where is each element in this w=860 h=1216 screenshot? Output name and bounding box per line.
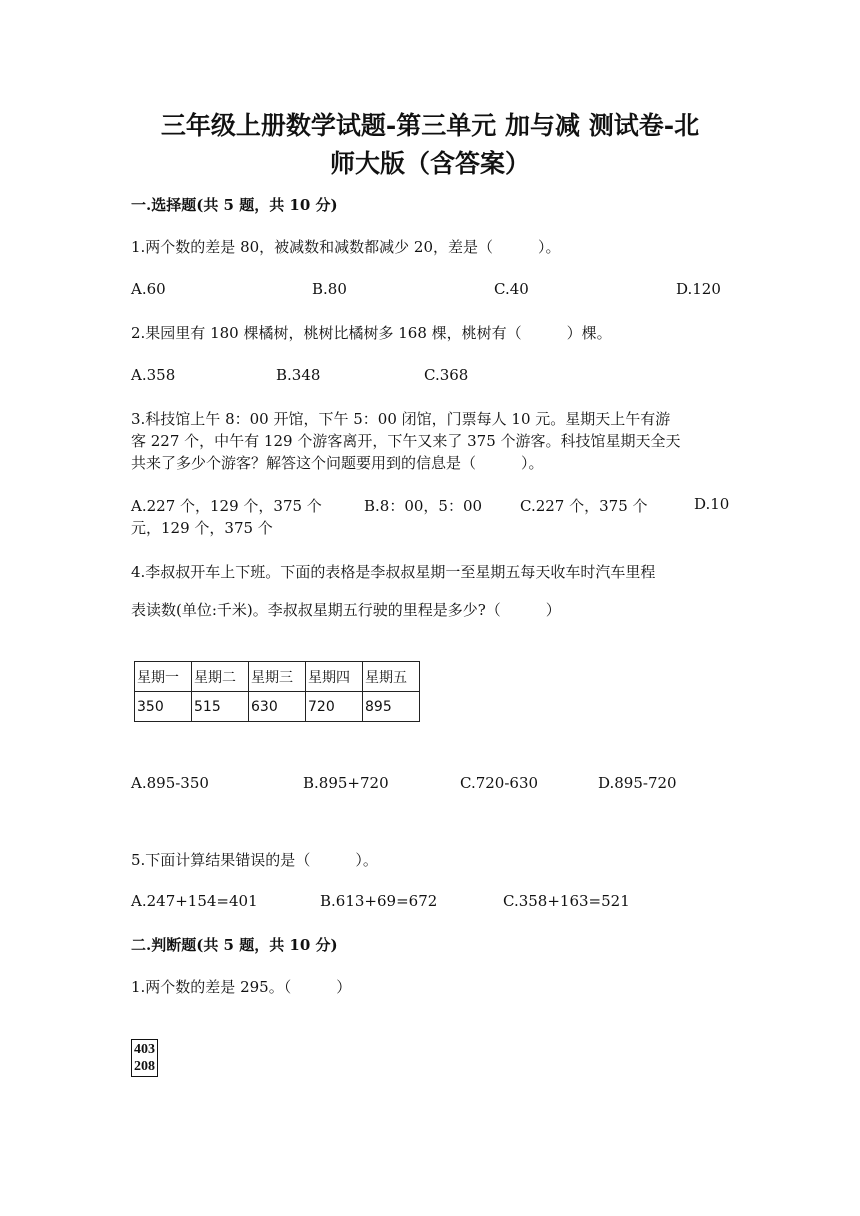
table-header-cell: 星期五	[363, 662, 420, 692]
document-title-line2: 师大版（含答案）	[329, 149, 530, 178]
q3-option-c: C.227 个，375 个	[520, 497, 648, 515]
table-header-cell: 星期三	[249, 662, 306, 692]
question-5-text: 5.下面计算结果错误的是（ ）。	[131, 851, 378, 869]
table-cell: 515	[192, 692, 249, 722]
q4-option-c: C.720-630	[460, 774, 539, 792]
q1-option-d: D.120	[676, 280, 721, 298]
question-4-line-1: 4.李叔叔开车上下班。下面的表格是李叔叔星期一至星期五每天收车时汽车里程	[131, 563, 656, 581]
table-cell: 895	[363, 692, 420, 722]
number-box-image	[131, 1039, 158, 1077]
question-3-line-2: 客 227 个，中午有 129 个游客离开，下午又来了 375 个游客。科技馆星期天全天	[131, 432, 681, 450]
table-cell: 350	[135, 692, 192, 722]
judgment-1-text: 1.两个数的差是 295。（ ）	[131, 978, 352, 996]
section-heading-judgment: 二.判断题(共 5 题，共 10 分)	[131, 936, 338, 954]
q4-option-b: B.895+720	[303, 774, 389, 792]
table-cell: 720	[306, 692, 363, 722]
q4-option-a: A.895-350	[131, 774, 209, 792]
q2-option-a: A.358	[131, 366, 176, 384]
q1-option-a: A.60	[131, 280, 166, 298]
q2-option-c: C.368	[424, 366, 469, 384]
q5-option-b: B.613+69=672	[320, 892, 438, 910]
q3-option-b: B.8：00，5：00	[364, 497, 483, 515]
q3-option-d-continued: 元，129 个，375 个	[131, 519, 273, 537]
section-heading-choice: 一.选择题(共 5 题，共 10 分)	[131, 196, 338, 214]
question-3-line-1: 3.科技馆上午 8：00 开馆，下午 5：00 闭馆，门票每人 10 元。星期天上午有游	[131, 410, 671, 428]
question-2-text: 2.果园里有 180 棵橘树，桃树比橘树多 168 棵，桃树有（ ）棵。	[131, 324, 612, 342]
table-header-cell: 星期二	[192, 662, 249, 692]
question-4-line-2: 表读数(单位:千米)。李叔叔星期五行驶的里程是多少?（ ）	[131, 601, 561, 619]
box-number-bottom: 208	[134, 1059, 155, 1074]
box-number-top: 403	[134, 1042, 155, 1057]
odometer-table	[134, 661, 420, 722]
q2-option-b: B.348	[276, 366, 321, 384]
table-cell: 630	[249, 692, 306, 722]
document-title-line1: 三年级上册数学试题-第三单元 加与减 测试卷-北	[160, 111, 700, 140]
q1-option-c: C.40	[494, 280, 529, 298]
q3-option-a: A.227 个，129 个，375 个	[131, 497, 322, 515]
table-header-cell: 星期一	[135, 662, 192, 692]
question-1-text: 1.两个数的差是 80，被减数和减数都减少 20，差是（ ）。	[131, 238, 561, 256]
table-header-cell: 星期四	[306, 662, 363, 692]
q1-option-b: B.80	[312, 280, 347, 298]
q4-option-d: D.895-720	[598, 774, 677, 792]
table-row	[135, 692, 420, 722]
q3-option-d: D.10	[694, 495, 730, 513]
q5-option-c: C.358+163=521	[503, 892, 630, 910]
table-header-row	[135, 662, 420, 692]
q5-option-a: A.247+154=401	[131, 892, 258, 910]
question-3-line-3: 共来了多少个游客？解答这个问题要用到的信息是（ ）。	[131, 454, 544, 472]
